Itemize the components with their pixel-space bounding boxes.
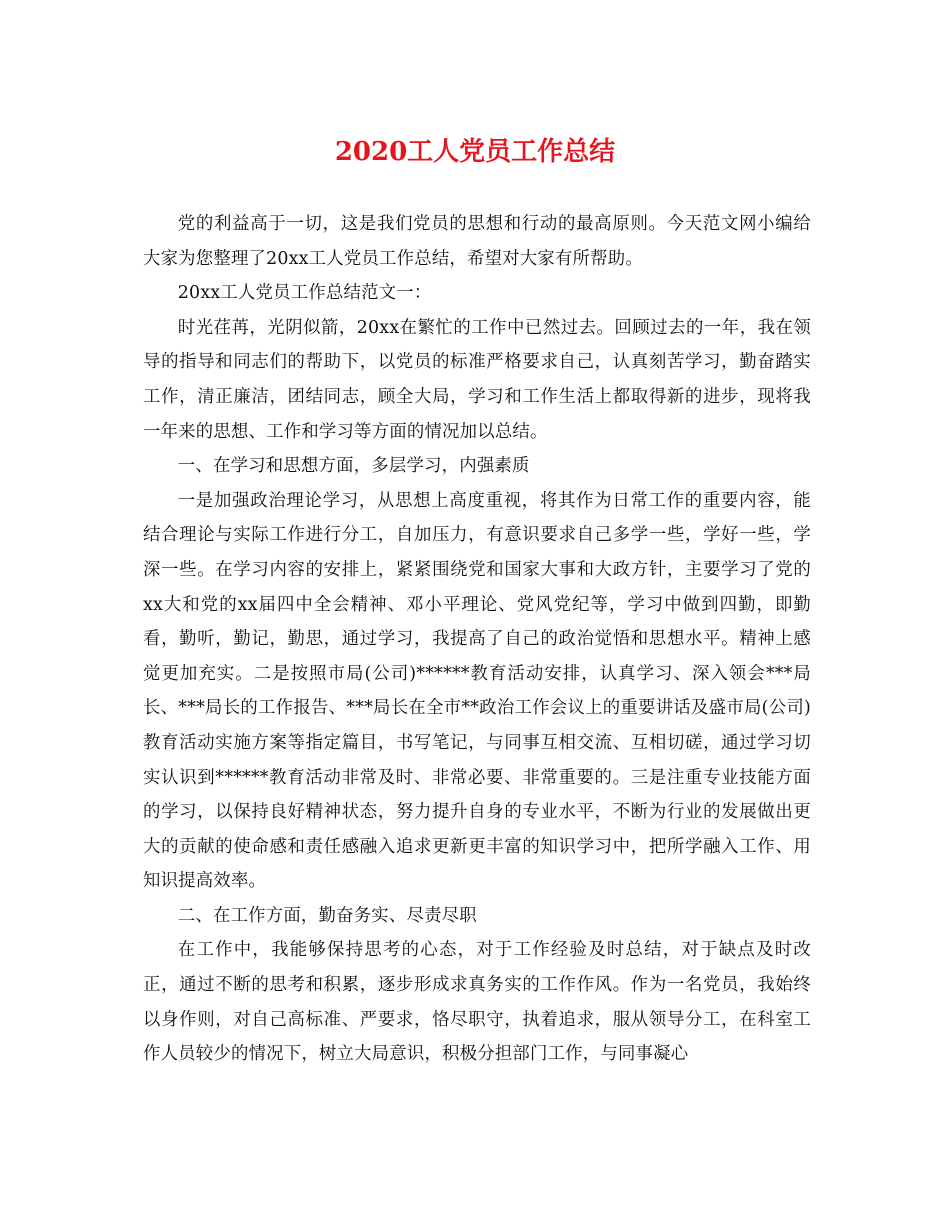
section-heading-work: 二、在工作方面，勤奋务实、尽责尽职: [177, 905, 477, 926]
paragraph-study: 一是加强政治理论学习，从思想上高度重视，将其作为日常工作的重要内容，能结合理论与实际工作进行分工，自加压力，有意识要求自己多学一些，学好一些，学深一些。在学习内容的安排上，紧紧围绕党和国家大事和大政方针，主要学习了党的xx大和党的xx届四中全会精神、邓小平理论、党风党纪等，学习中做到四勤，即勤看，勤听，勤记，勤思，通过学习，我提高了自己的政治觉悟和思想水平。精神上感觉更加充实。二是按照市局(公司)******教育活动安排，认真学习、深入领会***局长、***局长的工作报告、***局长在全市**政治工作会议上的重要讲话及盛市局(公司)教育活动实施方案等指定篇目，书写笔记，与同事互相交流、互相切磋，通过学习切实认识到******教育活动非常及时、非常必要、非常重要的。三是注重专业技能方面的学习，以保持良好精神状态，努力提升自身的专业水平，不断为行业的发展做出更大的贡献的使命感和责任感融入追求更新更丰富的知识学习中，把所学融入工作、用知识提高效率。: [143, 490, 811, 892]
paragraph-work: 在工作中，我能够保持思考的心态，对于工作经验及时总结，对于缺点及时改正，通过不断的思考和积累，逐步形成求真务实的工作作风。作为一名党员，我始终以身作则，对自己高标准、严要求，恪尽职守，执着追求，服从领导分工，在科室工作人员较少的情况下，树立大局意识，积极分担部门工作，与同事凝心: [143, 940, 811, 1065]
paragraph-intro: 党的利益高于一切，这是我们党员的思想和行动的最高原则。今天范文网小编给大家为您整理了20xx工人党员工作总结，希望对大家有所帮助。: [143, 214, 811, 269]
document-title: 2020工人党员工作总结: [334, 137, 616, 167]
paragraph-sample-heading: 20xx工人党员工作总结范文一：: [177, 283, 432, 304]
paragraph-review: 时光荏苒，光阴似箭，20xx在繁忙的工作中已然过去。回顾过去的一年，我在领导的指导和同志们的帮助下，以党员的标准严格要求自己，认真刻苦学习，勤奋踏实工作，清正廉洁，团结同志，顾全大局，学习和工作生活上都取得新的进步，现将我一年来的思想、工作和学习等方面的情况加以总结。: [143, 317, 811, 442]
document-body: [143, 207, 811, 1072]
section-heading-study: 一、在学习和思想方面，多层学习，内强素质: [177, 456, 530, 477]
